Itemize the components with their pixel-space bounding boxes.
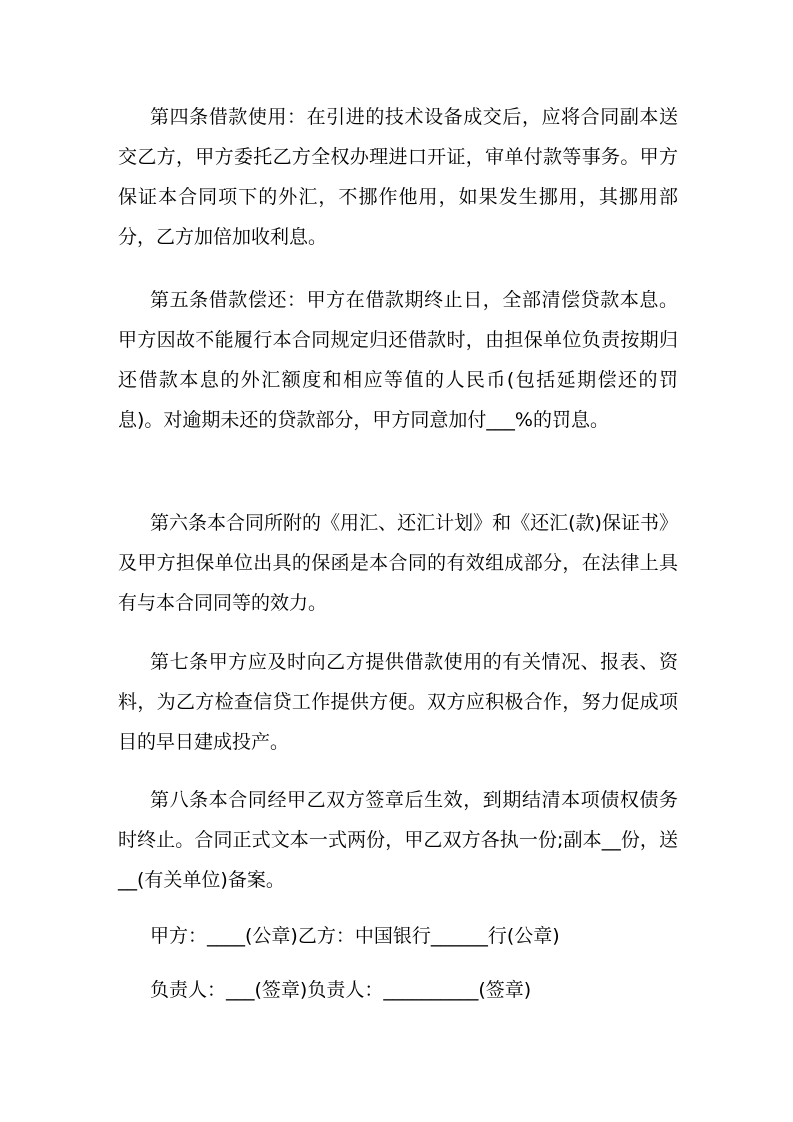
signature-persons-line: 负责人：___(签章)负责人：__________(签章) xyxy=(150,979,532,1001)
article-5-paragraph: 第五条借款偿还：甲方在借款期终止日，全部清偿贷款本息。甲方因故不能履行本合同规定归还借款时，由担保单位负责按期归还借款本息的外汇额度和相应等值的人民币(包括延期偿还的罚息)。对逾期未还的贷款部分，甲方同意加付___%的罚息。 xyxy=(118,289,678,431)
article-8-paragraph: 第八条本合同经甲乙双方签章后生效，到期结清本项债权债务时终止。合同正式文本一式两份，甲乙双方各执一份;副本__份，送__(有关单位)备案。 xyxy=(118,789,678,891)
signature-parties-line: 甲方：____(公章)乙方：中国银行______行(公章) xyxy=(150,925,560,947)
article-6-paragraph: 第六条本合同所附的《用汇、还汇计划》和《还汇(款)保证书》及甲方担保单位出具的保函是本合同的有效组成部分，在法律上具有与本合同同等的效力。 xyxy=(118,512,678,614)
article-4-paragraph: 第四条借款使用：在引进的技术设备成交后，应将合同副本送交乙方，甲方委托乙方全权办理进口开证，审单付款等事务。甲方保证本合同项下的外汇，不挪作他用，如果发生挪用，其挪用部分，乙方加倍加收利息。 xyxy=(118,106,678,248)
article-7-paragraph: 第七条甲方应及时向乙方提供借款使用的有关情况、报表、资料，为乙方检查信贷工作提供方便。双方应积极合作，努力促成项目的早日建成投产。 xyxy=(118,651,678,753)
